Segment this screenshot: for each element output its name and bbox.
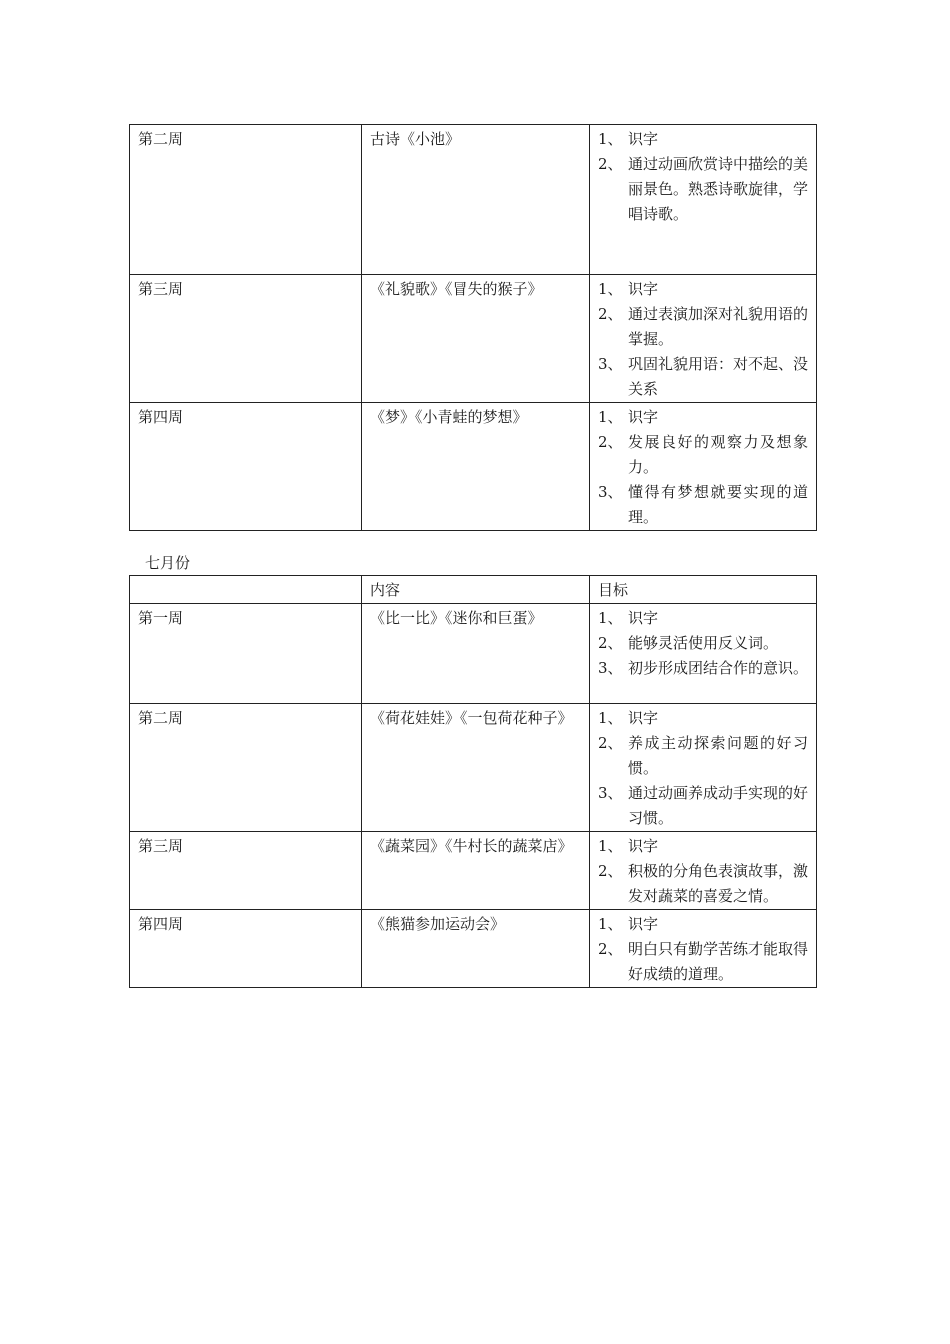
goal-list — [598, 606, 808, 681]
goal-cell — [590, 403, 817, 531]
goal-list — [598, 405, 808, 530]
goal-number: 2、 — [598, 433, 623, 451]
goal-number: 2、 — [598, 862, 623, 880]
goal-number: 3、 — [598, 659, 623, 677]
goal-text: 通过动画养成动手实现的好习惯。 — [628, 784, 809, 827]
week-cell: 第二周 — [130, 125, 362, 275]
goal-text: 明白只有勤学苦练才能取得好成绩的道理。 — [628, 940, 809, 983]
goal-cell — [590, 910, 817, 988]
goal-list — [598, 834, 808, 909]
goal-text: 巩固礼貌用语：对不起、没关系 — [628, 355, 809, 398]
goal-list — [598, 912, 808, 987]
goal-number: 1、 — [598, 915, 623, 933]
goal-item — [598, 430, 808, 480]
content-cell: 古诗《小池》 — [362, 125, 590, 275]
table-row — [130, 125, 817, 275]
goal-number: 1、 — [598, 609, 623, 627]
goal-item — [598, 731, 808, 781]
goal-item — [598, 277, 808, 302]
goal-item — [598, 480, 808, 530]
goal-text: 识字 — [628, 130, 659, 148]
goal-text: 识字 — [628, 280, 659, 298]
content-cell: 《礼貌歌》《冒失的猴子》 — [362, 275, 590, 403]
table-row — [130, 832, 817, 910]
goal-text: 懂得有梦想就要实现的道理。 — [628, 483, 808, 526]
content-cell: 《蔬菜园》《牛村长的蔬菜店》 — [362, 832, 590, 910]
goal-text: 养成主动探索问题的好习惯。 — [628, 734, 808, 777]
goal-item — [598, 912, 808, 937]
goal-item — [598, 631, 808, 656]
goal-number: 1、 — [598, 709, 623, 727]
header-week-cell — [130, 576, 362, 604]
table-row — [130, 275, 817, 403]
goal-text: 识字 — [628, 837, 659, 855]
week-cell: 第四周 — [130, 403, 362, 531]
week-cell: 第四周 — [130, 910, 362, 988]
goal-number: 1、 — [598, 837, 623, 855]
goal-cell — [590, 704, 817, 832]
goal-number: 1、 — [598, 280, 623, 298]
goal-text: 初步形成团结合作的意识。 — [628, 659, 809, 677]
goal-text: 识字 — [628, 408, 659, 426]
goal-item — [598, 834, 808, 859]
goal-list — [598, 277, 808, 402]
goal-item — [598, 937, 808, 987]
goal-number: 3、 — [598, 784, 623, 802]
week-cell: 第三周 — [130, 275, 362, 403]
goal-number: 1、 — [598, 408, 623, 426]
goal-list — [598, 127, 808, 227]
week-cell: 第三周 — [130, 832, 362, 910]
table-header-row — [130, 576, 817, 604]
goal-text: 识字 — [628, 609, 659, 627]
table-row — [130, 403, 817, 531]
goal-item — [598, 405, 808, 430]
goal-item — [598, 606, 808, 631]
goal-item — [598, 127, 808, 152]
table-row — [130, 604, 817, 704]
content-cell: 《梦》《小青蛙的梦想》 — [362, 403, 590, 531]
table-row — [130, 910, 817, 988]
content-cell: 《熊猫参加运动会》 — [362, 910, 590, 988]
goal-text: 通过表演加深对礼貌用语的掌握。 — [628, 305, 809, 348]
content-cell: 《荷花娃娃》《一包荷花种子》 — [362, 704, 590, 832]
weekly-plan-table-previous-month — [129, 124, 817, 531]
header-content-cell: 内容 — [362, 576, 590, 604]
goal-number: 3、 — [598, 483, 623, 501]
month-title: 七月份 — [145, 554, 191, 572]
goal-text: 能够灵活使用反义词。 — [628, 634, 779, 652]
goal-cell — [590, 604, 817, 704]
content-cell: 《比一比》《迷你和巨蛋》 — [362, 604, 590, 704]
goal-cell — [590, 125, 817, 275]
goal-item — [598, 706, 808, 731]
goal-number: 2、 — [598, 155, 623, 173]
goal-item — [598, 781, 808, 831]
goal-number: 1、 — [598, 130, 623, 148]
goal-text: 发展良好的观察力及想象力。 — [628, 433, 808, 476]
goal-number: 2、 — [598, 734, 623, 752]
table-row — [130, 704, 817, 832]
week-cell: 第二周 — [130, 704, 362, 832]
goal-item — [598, 302, 808, 352]
goal-number: 3、 — [598, 355, 623, 373]
week-cell: 第一周 — [130, 604, 362, 704]
goal-cell — [590, 275, 817, 403]
goal-text: 识字 — [628, 709, 659, 727]
weekly-plan-table-july — [129, 575, 817, 988]
header-goal-cell: 目标 — [590, 576, 817, 604]
goal-number: 2、 — [598, 305, 623, 323]
goal-text: 通过动画欣赏诗中描绘的美丽景色。熟悉诗歌旋律，学唱诗歌。 — [628, 155, 809, 223]
goal-item — [598, 152, 808, 227]
goal-number: 2、 — [598, 634, 623, 652]
goal-text: 识字 — [628, 915, 659, 933]
goal-item — [598, 352, 808, 402]
goal-list — [598, 706, 808, 831]
goal-text: 积极的分角色表演故事，激发对蔬菜的喜爱之情。 — [628, 862, 809, 905]
goal-cell — [590, 832, 817, 910]
goal-number: 2、 — [598, 940, 623, 958]
goal-item — [598, 859, 808, 909]
goal-item — [598, 656, 808, 681]
